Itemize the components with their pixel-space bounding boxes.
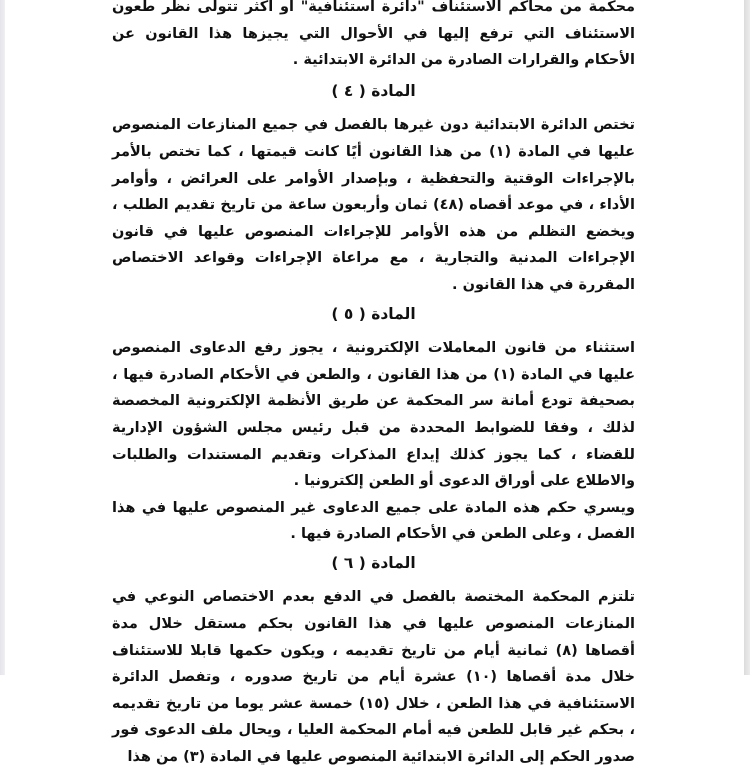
- article-paragraph: ويسري حكم هذه المادة على جميع الدعاوى غير المنصوص عليها في هذا الفصل ، وعلى الطعن في الأحكام الصادرة فيها .: [112, 499, 635, 543]
- scrollbar-track[interactable]: [744, 0, 750, 675]
- document-page: [112, 0, 635, 771]
- article-heading: المادة ( ٦ ): [331, 553, 416, 572]
- article-heading: المادة ( ٤ ): [331, 81, 416, 100]
- intro-paragraph: محكمة من محاكم الاستئناف "دائرة استئنافية" أو أكثر تتولى نظر طعون الاستئناف التي ترفع إليها في الأحوال التي يجيزها هذا القانون عن الأحكام والقرارات الصادرة من الدائرة الابتدائية .: [112, 0, 635, 69]
- page-left-edge: [0, 0, 5, 675]
- article-paragraph: تختص الدائرة الابتدائية دون غيرها بالفصل في جميع المنازعات المنصوص عليها في المادة (١) من هذا القانون أيًا كانت قيمتها ، كما تختص بالأمر بالإجراءات الوقتية والتحفظية ، وبإصدار الأوامر على العرائض ، وأوامر الأداء ، في موعد أقصاه (٤٨) ثمان وأربعون ساعة من تاريخ تقديم الطلب ، ويخضع التظلم من هذه الأوامر للإجراءات المنصوص عليها في قانون الإجراءات المدنية والتجارية ، مع مراعاة الإجراءات وقواعد الاختصاص المقررة في هذا القانون .: [112, 117, 635, 293]
- article-heading: المادة ( ٥ ): [331, 304, 416, 323]
- article-4: [112, 78, 635, 299]
- article-paragraph: تلتزم المحكمة المختصة بالفصل في الدفع بعدم الاختصاص النوعي في المنازعات المنصوص عليها في هذا القانون بحكم مستقل خلال مدة أقصاها (٨) ثمانية أيام من تاريخ تقديمه ، ويكون حكمها قابلا للاستئناف خلال مدة أقصاها (١٠) عشرة أيام من تاريخ صدوره ، وتفصل الدائرة الاستئنافية في هذا الطعن ، خلال (١٥) خمسة عشر يوما من تاريخ تقديمه ، بحكم غير قابل للطعن فيه أمام المحكمة العليا ، ويحال ملف الدعوى فور صدور الحكم إلى الدائرة الابتدائية المنصوص عليها في المادة (٣) من هذا: [112, 589, 636, 766]
- article-5: [112, 301, 635, 548]
- article-6: [112, 550, 635, 771]
- article-paragraph: استثناء من قانون المعاملات الإلكترونية ، يجوز رفع الدعاوى المنصوص عليها في المادة (١) من هذا القانون ، والطعن في الأحكام الصادرة فيها ، بصحيفة تودع أمانة سر المحكمة عن طريق الأنظمة الإلكترونية المخصصة لذلك ، وفقا للضوابط المحددة من قبل رئيس مجلس الشؤون الإدارية للقضاء ، كما يجوز كذلك إيداع المذكرات وتقديم المستندات والطلبات والاطلاع على أوراق الدعوى أو الطعن إلكترونيا .: [112, 340, 636, 490]
